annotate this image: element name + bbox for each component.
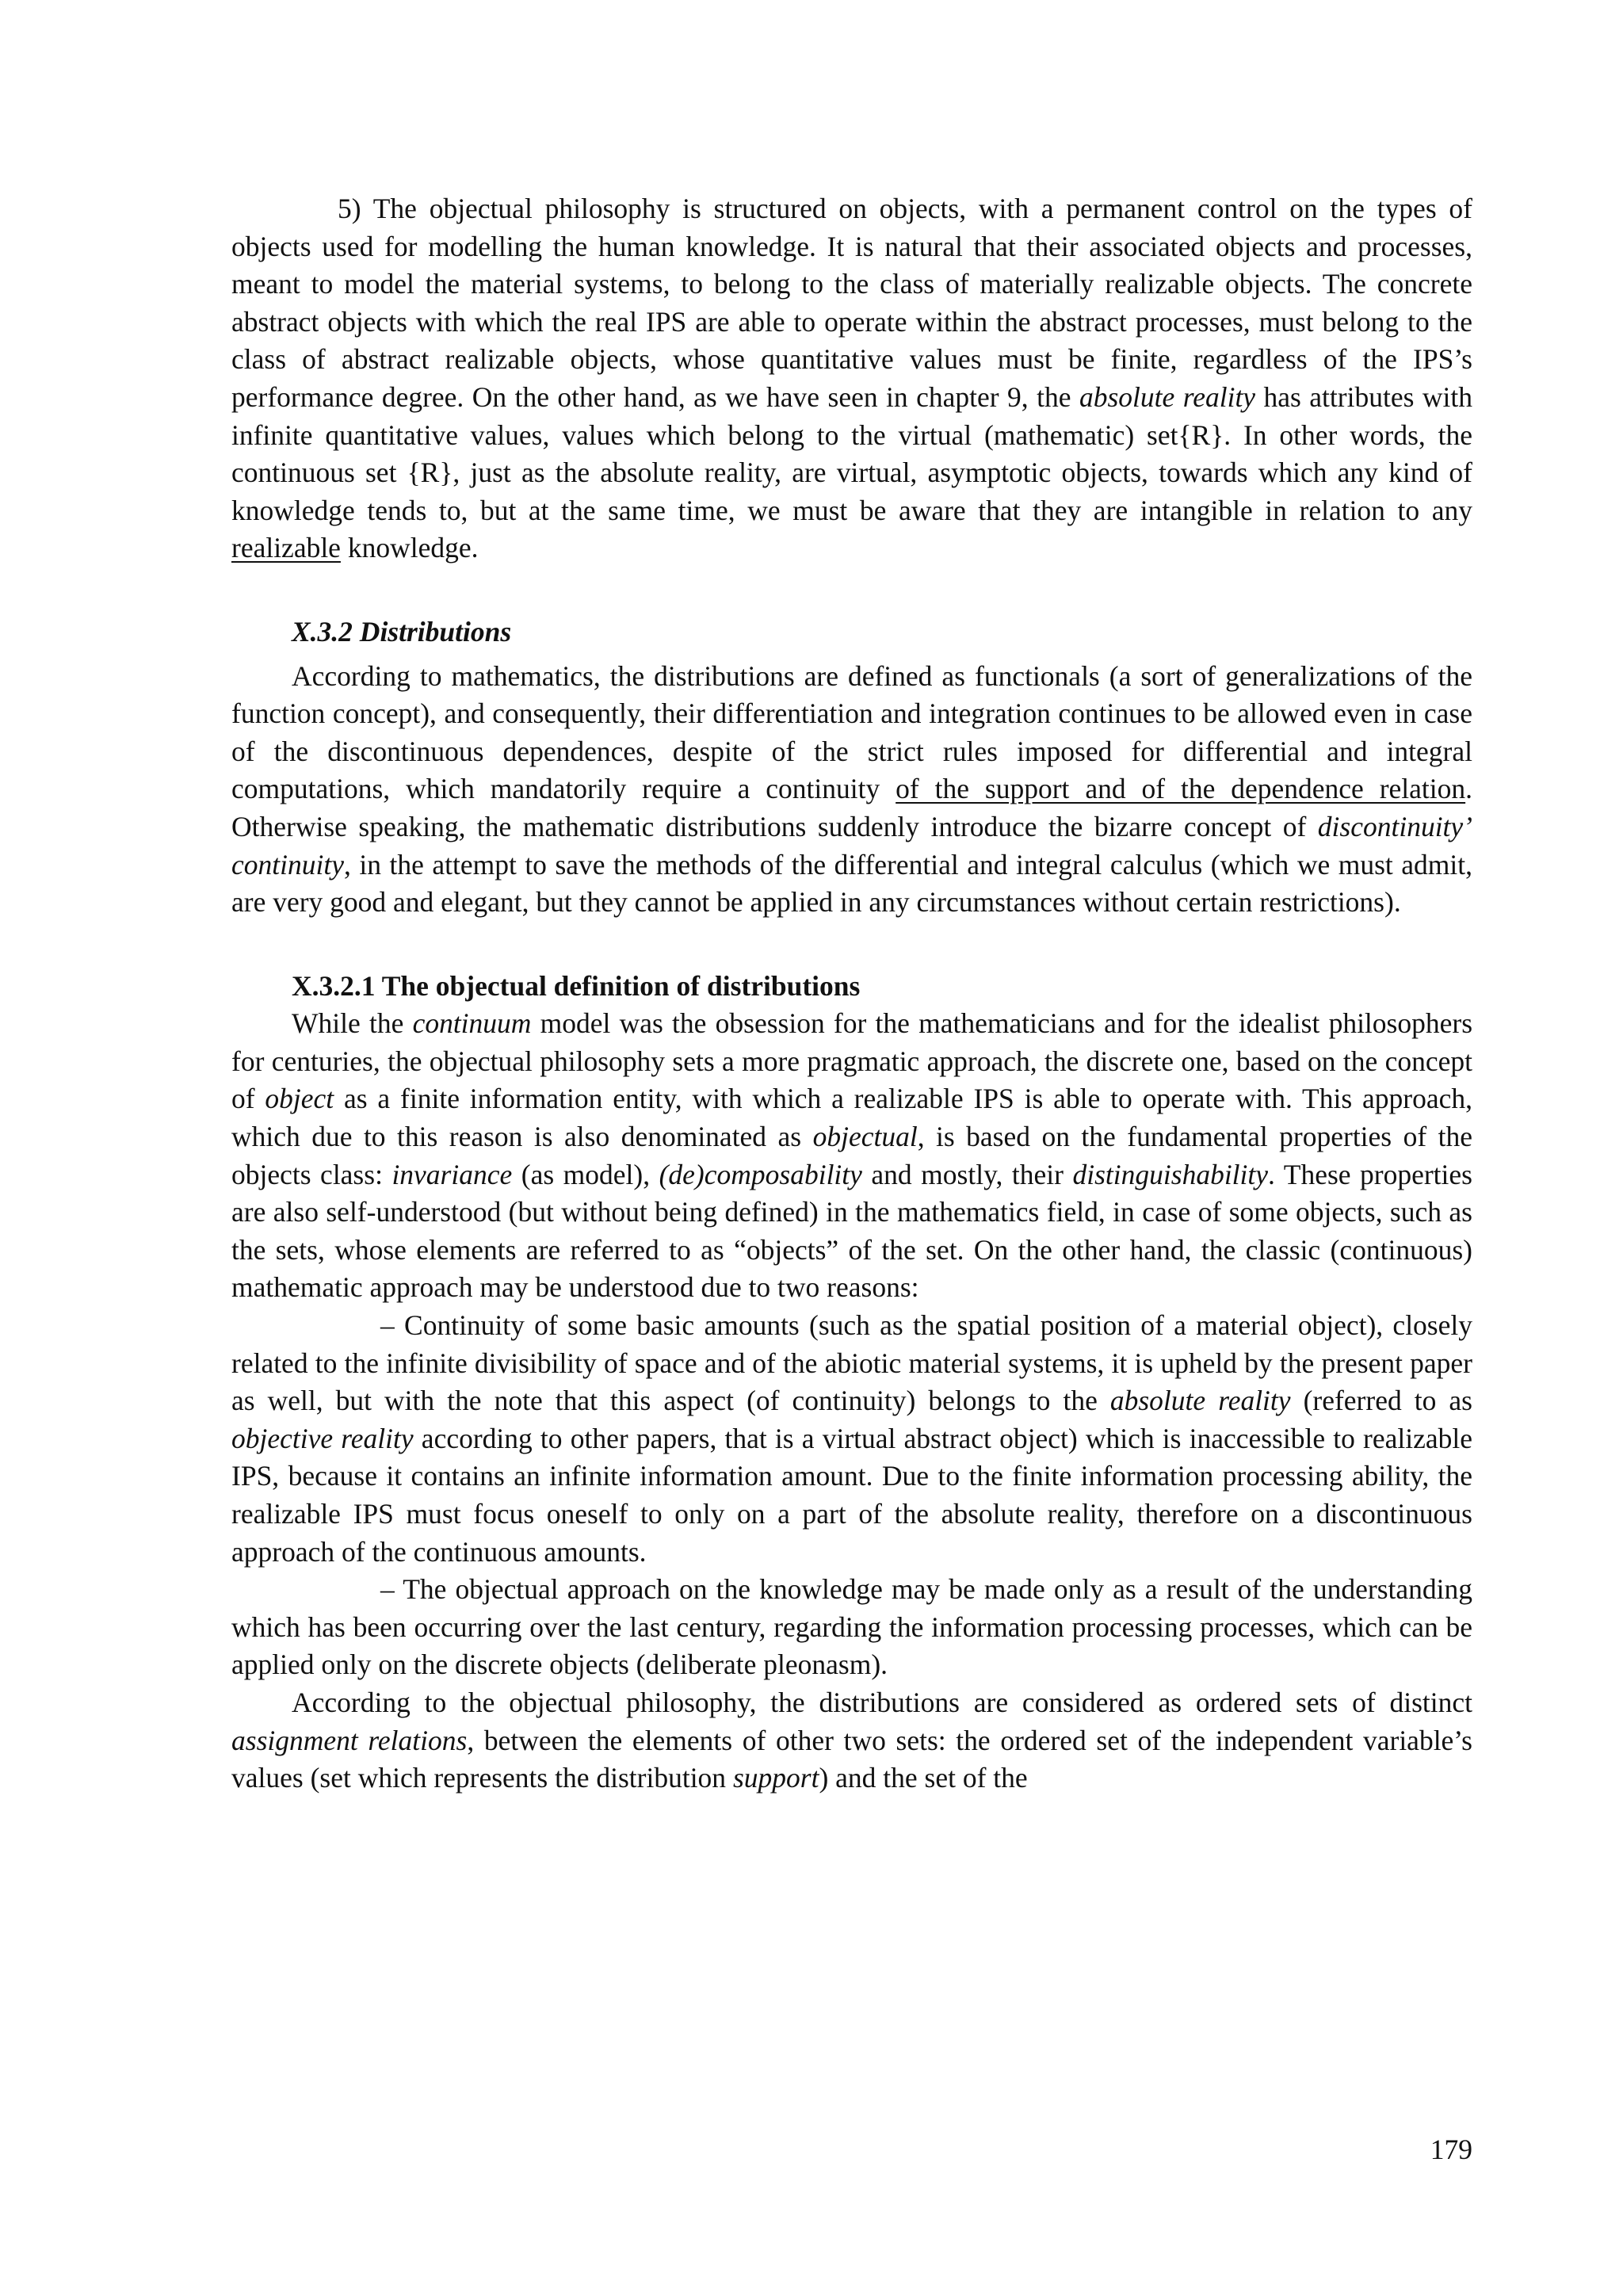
text-run: as a finite information entity, with which a realizable IPS is able to operate with. This approach, which due to this reason is also denominated as (231, 1083, 1472, 1153)
text-run: According to mathematics, the distributions are defined as functionals (a sort of generalizations of the function concept), and consequently, their differentiation and integration continues to be allowed even in case of the discontinuous dependences, despite of the strict rules imposed for differential and integral computations, which mandatorily require a continuity (231, 659, 1472, 805)
text-run: According to the objectual philosophy, the distributions are considered as ordered sets of distinct (292, 1686, 1472, 1718)
text-run: (as model), (512, 1158, 659, 1190)
paragraph-objectual-philosophy (231, 190, 1472, 567)
bullet-continuity (231, 1307, 1472, 1571)
italic-term: distinguishability (1072, 1158, 1269, 1190)
text-run: , between the elements of other two sets: the ordered set of the independent variable’s values (set which represents the distribution (231, 1724, 1472, 1794)
text-run: (referred to as (1290, 1385, 1472, 1417)
text-run: has attributes with infinite quantitative values, values which belong to the virtual (mathematic) set{R}. In other words, the continuous set {R}, just as the absolute reality, are virtual, asymptotic objects, towards which any kind of knowledge tends to, but at the same time, we must be aware that they are intangible in relation to any (231, 380, 1472, 526)
text-run: and mostly, their (861, 1158, 1073, 1190)
dash-bullet: – (380, 1309, 395, 1342)
underlined-term: realizable (231, 532, 341, 564)
text-run: model was the obsession for the mathematicians and for the idealist philosophers for centuries, the objectual philosophy sets a more pragmatic approach, the discrete one, based on the concept of (231, 1007, 1473, 1115)
paragraph-distributions-definition (231, 658, 1472, 922)
italic-term: invariance (391, 1158, 513, 1190)
text-run: , in the attempt to save the methods of the differential and integral calculus (which we must admit, are very good and elegant, but they cannot be applied in any circumstances without certain restrictions). (231, 848, 1472, 919)
italic-term: object (265, 1083, 334, 1115)
page-number: 179 (1430, 2134, 1472, 2165)
bullet-objectual-approach (231, 1571, 1472, 1684)
italic-term: absolute reality (1079, 380, 1256, 413)
text-run: While the (292, 1007, 413, 1040)
text-run: 5) The objectual philosophy is structured on objects, with a permanent control on the types of objects used for modelling the human knowledge. It is natural that their associated objects and processes, meant to model the material systems, to belong to the class of materially realizable objects. The concrete abstract objects with which the real IPS are able to operate within the abstract processes, must belong to the class of abstract realizable objects, whose quantitative values must be finite, regardless of the IPS’s performance degree. On the other hand, as we have seen in chapter 9, the (231, 193, 1472, 413)
text-run: , is based on the fundamental properties of the objects class: (231, 1121, 1472, 1190)
text-run: ) and the set of the (819, 1762, 1028, 1794)
text-run: Continuity of some basic amounts (such as the spatial position of a material object), closely related to the infinite divisibility of space and of the abiotic material systems, it is upheld by the present paper as well, but with the note that this aspect (of continuity) belongs to the (231, 1309, 1472, 1417)
italic-term: objectual (812, 1121, 918, 1153)
paragraph-continuum-model (231, 1005, 1472, 1307)
italic-term: discontinuity’ continuity (231, 810, 1472, 881)
italic-term: assignment relations (231, 1724, 468, 1756)
italic-term: absolute reality (1109, 1385, 1291, 1417)
page-body (231, 190, 1472, 1797)
text-run: . Otherwise speaking, the mathematic distributions suddenly introduce the bizarre concept of (231, 773, 1472, 842)
subsection-heading-objectual-definition: X.3.2.1 The objectual definition of distributions (292, 969, 861, 1002)
italic-term: (de)composability (659, 1158, 862, 1190)
paragraph-distributions-ordered-sets (231, 1684, 1472, 1797)
section-heading-distributions: X.3.2 Distributions (292, 615, 512, 648)
italic-term: continuum (412, 1007, 532, 1040)
dash-bullet: – (380, 1573, 395, 1606)
text-run: The objectual approach on the knowledge may be made only as a result of the understanding which has been occurring over the last century, regarding the information processing processes, which can be applied only on the discrete objects (deliberate pleonasm). (231, 1573, 1472, 1681)
underlined-phrase: of the support and of the dependence relation (896, 773, 1466, 805)
text-run: knowledge. (340, 532, 479, 564)
italic-term: support (732, 1762, 819, 1794)
text-run: . These properties are also self-understood (but without being defined) in the mathematics field, in case of some objects, such as the sets, whose elements are referred to as “objects” of the set. On the other hand, the classic (continuous) mathematic approach may be understood due to two reasons: (231, 1158, 1472, 1304)
italic-term: objective reality (231, 1422, 414, 1454)
text-run: according to other papers, that is a virtual abstract object) which is inaccessible to realizable IPS, because it contains an infinite information amount. Due to the finite information processing ability, the realizable IPS must focus oneself to only on a part of the absolute reality, therefore on a discontinuous approach of the continuous amounts. (231, 1422, 1472, 1568)
